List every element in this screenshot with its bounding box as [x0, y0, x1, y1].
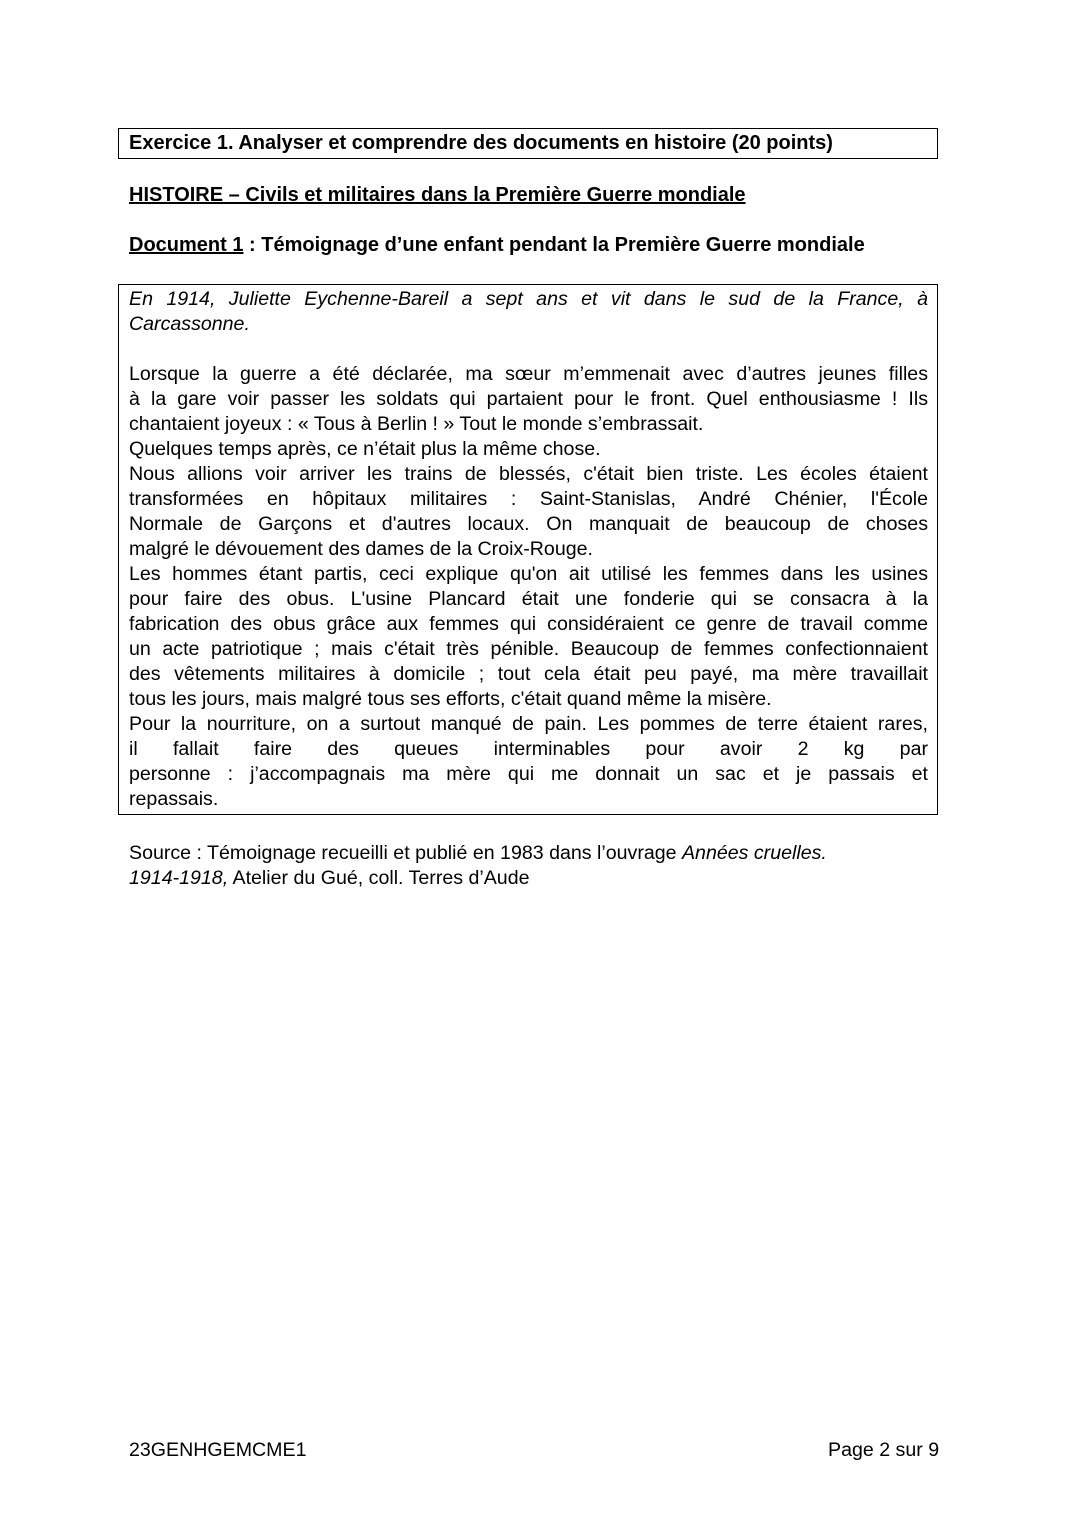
- document-title-text: : Témoignage d’une enfant pendant la Première Guerre mondiale: [243, 234, 865, 256]
- testimony-box: [118, 284, 938, 815]
- source-book-years: 1914-1918,: [129, 867, 229, 889]
- exercise-header-box: [118, 128, 938, 159]
- text-line: chantaient joyeux : « Tous à Berlin ! » Tout le monde s’embrassait.: [129, 413, 704, 435]
- text-line: il fallait faire des queues interminables pour avoir 2 kg par: [129, 738, 928, 760]
- text-line: personne : j’accompagnais ma mère qui me donnait un sac et je passais et: [129, 763, 928, 785]
- text-line: tous les jours, mais malgré tous ses efforts, c'était quand même la misère.: [129, 688, 772, 710]
- text-line: repassais.: [129, 788, 219, 810]
- text-line: Les hommes étant partis, ceci explique qu'on ait utilisé les femmes dans les usines: [129, 563, 928, 585]
- testimony-intro: [129, 287, 928, 337]
- source-prefix: Source : Témoignage recueilli et publié en 1983 dans l’ouvrage: [129, 842, 682, 864]
- text-line: Quelques temps après, ce n’était plus la même chose.: [129, 438, 601, 460]
- section-title: HISTOIRE – Civils et militaires dans la Première Guerre mondiale: [129, 184, 746, 206]
- source-book-title: Années cruelles.: [681, 842, 827, 864]
- document-title: [129, 234, 865, 257]
- text-line: fabrication des obus grâce aux femmes qui considéraient ce genre de travail comme: [129, 613, 928, 635]
- footer-exam-code: 23GENHGEMCME1: [129, 1439, 307, 1461]
- text-line: Carcassonne.: [129, 313, 250, 335]
- source-citation: [129, 841, 827, 891]
- footer-page-number: Page 2 sur 9: [828, 1439, 940, 1461]
- testimony-text: [129, 362, 928, 812]
- text-line: En 1914, Juliette Eychenne-Bareil a sept ans et vit dans le sud de la France, à: [129, 288, 928, 310]
- text-line: Pour la nourriture, on a surtout manqué de pain. Les pommes de terre étaient rares,: [129, 713, 928, 735]
- exercise-title: Exercice 1. Analyser et comprendre des documents en histoire (20 points): [129, 132, 833, 154]
- text-line: pour faire des obus. L'usine Plancard était une fonderie qui se consacra à la: [129, 588, 928, 610]
- source-publisher: Atelier du Gué, coll. Terres d’Aude: [228, 867, 530, 889]
- text-line: des vêtements militaires à domicile ; tout cela était peu payé, ma mère travaillait: [129, 663, 928, 685]
- text-line: transformées en hôpitaux militaires : Saint-Stanislas, André Chénier, l'École: [129, 488, 928, 510]
- text-line: un acte patriotique ; mais c'était très pénible. Beaucoup de femmes confectionnaient: [129, 638, 928, 660]
- text-line: à la gare voir passer les soldats qui partaient pour le front. Quel enthousiasme ! Ils: [129, 388, 928, 410]
- text-line: Lorsque la guerre a été déclarée, ma sœur m’emmenait avec d’autres jeunes filles: [129, 363, 928, 385]
- text-line: Nous allions voir arriver les trains de blessés, c'était bien triste. Les écoles étaient: [129, 463, 928, 485]
- text-line: Normale de Garçons et d'autres locaux. On manquait de beaucoup de choses: [129, 513, 928, 535]
- document-label: Document 1: [129, 234, 244, 256]
- text-line: malgré le dévouement des dames de la Croix-Rouge.: [129, 538, 593, 560]
